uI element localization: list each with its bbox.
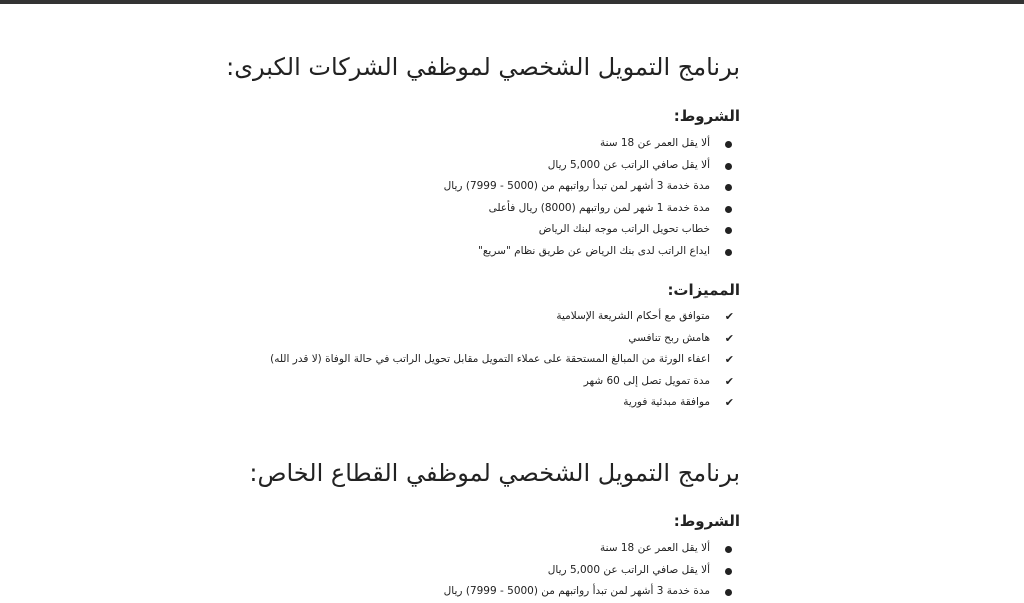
checkmark-icon: ✔: [724, 396, 734, 409]
checkmark-icon: ✔: [724, 310, 734, 323]
list-item: ألا يقل صافي الراتب عن 5,000 ريال: [444, 560, 740, 582]
checkmark-icon: ✔: [724, 353, 734, 366]
list-item: خطاب تحويل الراتب موجه لبنك الرياض: [444, 219, 740, 241]
bullet-dot-icon: [725, 206, 732, 213]
bullet-dot-icon: [725, 546, 732, 553]
checkmark-icon: ✔: [724, 374, 734, 388]
section-title-private-sector: برنامج التمويل الشخصي لموظفي القطاع الخاص:: [249, 459, 740, 487]
list-item: ✔ اعفاء الورثة من المبالغ المستحقة على عملاء التمويل مقابل تحويل الراتب في حالة الوفاة (لا قدر الله): [270, 349, 740, 371]
conditions-list: [444, 538, 740, 603]
list-item: مدة خدمة 3 أشهر لمن تبدأ رواتبهم من (5000 - 7999) ريال: [444, 176, 740, 198]
bullet-dot-icon: [725, 589, 732, 596]
list-item: مدة خدمة 3 أشهر لمن تبدأ رواتبهم من (5000 - 7999) ريال: [444, 581, 740, 603]
features-list: [270, 306, 740, 414]
conditions-heading: الشروط:: [673, 512, 740, 530]
list-item: ألا يقل صافي الراتب عن 5,000 ريال: [444, 155, 740, 177]
bullet-dot-icon: [725, 184, 732, 191]
features-heading: المميزات:: [667, 281, 740, 299]
bullet-dot-icon: [725, 227, 732, 234]
bullet-dot-icon: [725, 141, 732, 148]
section-title-large-companies: برنامج التمويل الشخصي لموظفي الشركات الكبرى:: [226, 53, 740, 81]
list-item: ألا يقل العمر عن 18 سنة: [444, 538, 740, 560]
list-item: ✔ موافقة مبدئية فورية: [270, 392, 740, 414]
list-item: ألا يقل العمر عن 18 سنة: [444, 133, 740, 155]
bullet-dot-icon: [725, 568, 732, 575]
conditions-heading: الشروط:: [673, 107, 740, 125]
checkmark-icon: ✔: [724, 331, 734, 345]
bullet-dot-icon: [725, 163, 732, 170]
conditions-list: [444, 133, 740, 262]
list-item: ✔ مدة تمويل تصل إلى 60 شهر: [270, 371, 740, 393]
list-item: ايداع الراتب لدى بنك الرياض عن طريق نظام "سريع": [444, 241, 740, 263]
list-item: ✔ هامش ربح تنافسي: [270, 328, 740, 350]
list-item: ✔ متوافق مع أحكام الشريعة الإسلامية: [270, 306, 740, 328]
list-item: مدة خدمة 1 شهر لمن رواتبهم (8000) ريال فأعلى: [444, 198, 740, 220]
window-top-bar: [0, 0, 1024, 4]
bullet-dot-icon: [725, 249, 732, 256]
